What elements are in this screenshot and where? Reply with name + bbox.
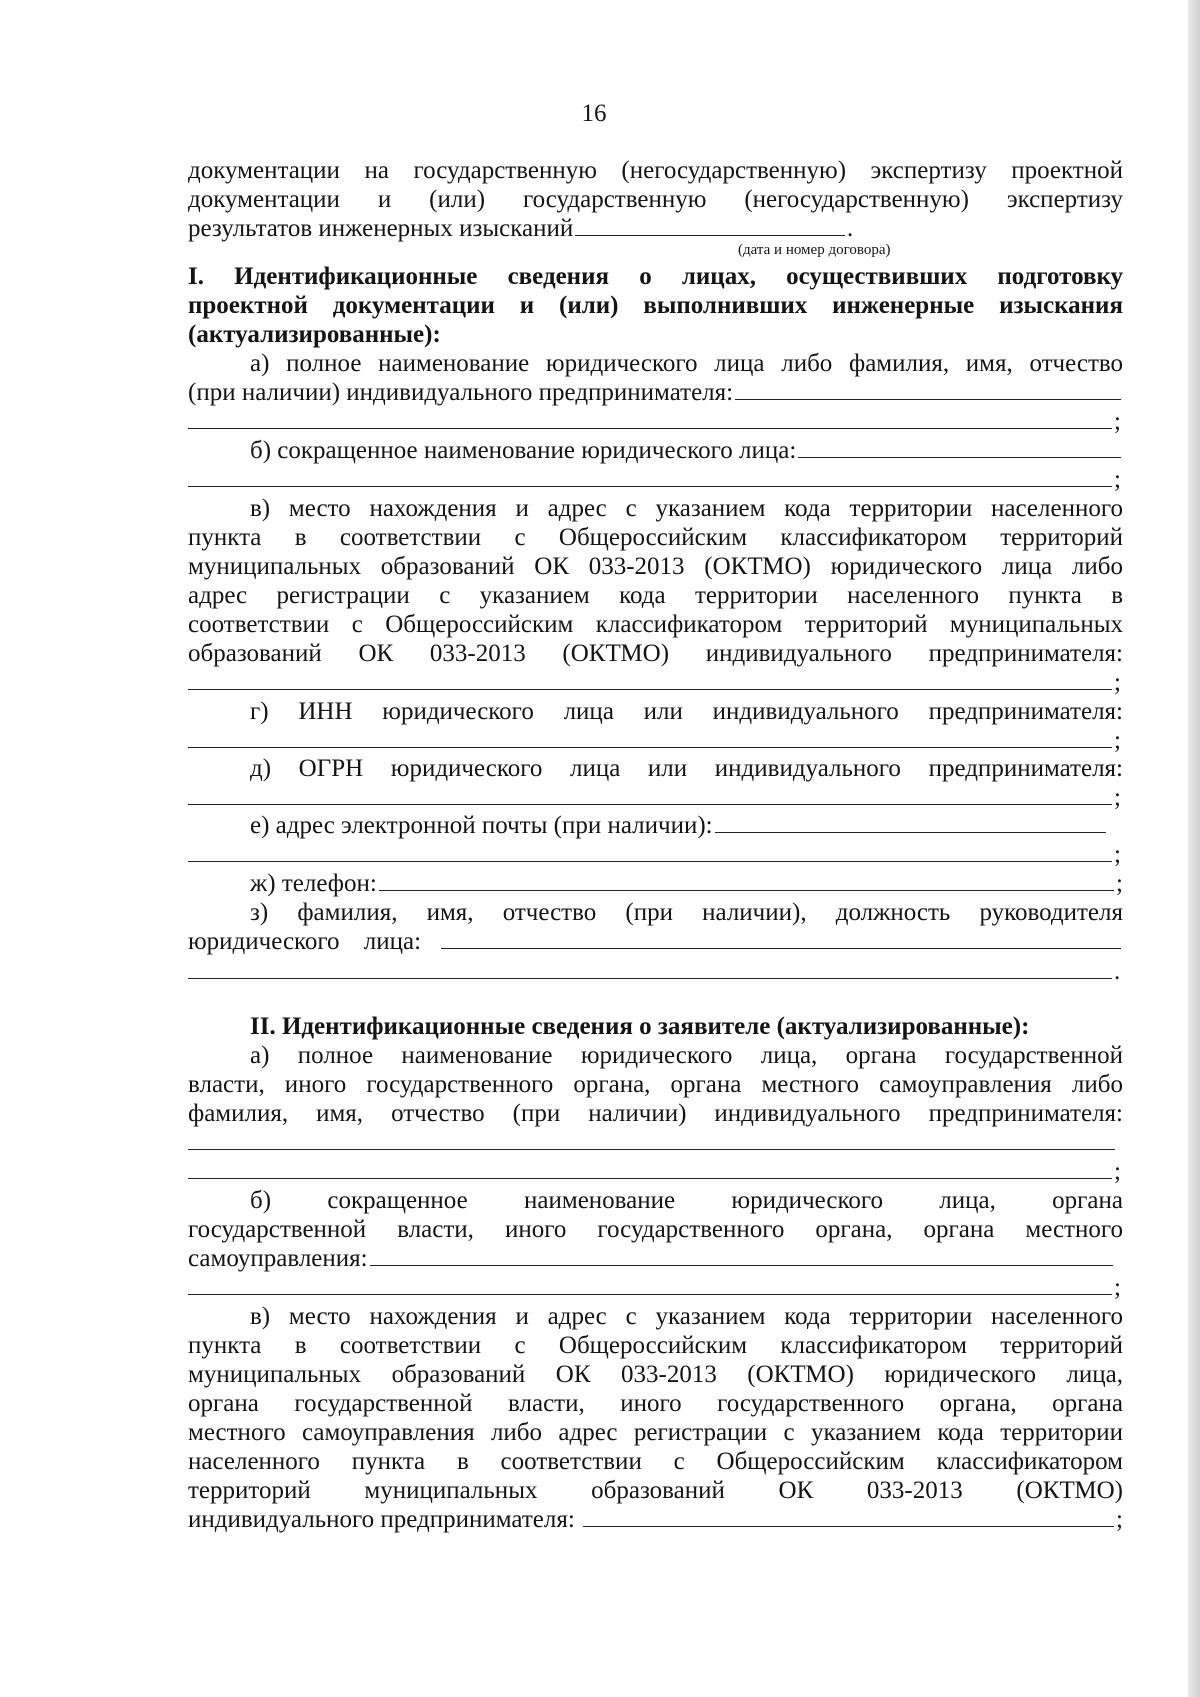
s1-b-text: б) сокращенное наименование юридического лица: [250,437,797,464]
s1-v-line-2: пункта в соответствии с Общероссийским классификатором территорий [188,524,1123,551]
s1-zh-phone-field[interactable] [379,870,1114,891]
s1-a-line-2 [188,378,1123,407]
s2-v-line-8-text: индивидуального предпринимателя: [188,1506,575,1533]
s2-b-line-1: б) сокращенное наименование юридического лица, органа [250,1187,1123,1214]
s1-b-field-1[interactable] [798,437,1121,458]
s1-z-line-2-text: юридического лица: [188,928,422,955]
s2-v-line-3: муниципальных образований ОК 033-2013 (ОКТМО) юридического лица, [188,1361,1123,1388]
s1-z-period: . [1114,958,1121,985]
s2-a-field-1[interactable] [188,1127,1115,1150]
s2-a-line-3: фамилия, имя, отчество (при наличии) индивидуального предпринимателя: [188,1100,1123,1127]
intro-period: . [847,215,854,242]
s2-v-line-8 [188,1505,1123,1534]
s1-v-line-6: образований ОК 033-2013 (ОКТМО) индивидуального предпринимателя: [188,640,1123,667]
s2-a-semicolon: ; [1114,1158,1121,1185]
page-number: 16 [581,100,607,127]
s1-g-line: г) ИНН юридического лица или индивидуального предпринимателя: [250,698,1123,725]
s2-v-line-7: территорий муниципальных образований ОК 033-2013 (ОКТМО) [188,1477,1123,1504]
s1-a-field-1[interactable] [735,379,1121,400]
s1-z-line-2 [188,927,1123,956]
s1-a-line-2-text: (при наличии) индивидуального предпринимателя: [188,379,734,406]
s1-e-field-2[interactable] [188,839,1112,862]
section1-heading-line-3: (актуализированные): [188,321,441,348]
s2-a-line-1: а) полное наименование юридического лица, органа государственной [250,1042,1123,1069]
s1-b-line [188,436,1123,465]
s2-v-line-1: в) место нахождения и адрес с указанием кода территории населенного [250,1303,1123,1330]
s2-b-line-3-text: самоуправления: [188,1245,368,1272]
s1-v-line-4: адрес регистрации с указанием кода территории населенного пункта в [188,582,1123,609]
s1-e-field-1[interactable] [715,812,1106,833]
s1-v-line-1: в) место нахождения и адрес с указанием кода территории населенного [250,495,1123,522]
s2-b-field-2[interactable] [188,1272,1112,1295]
s1-zh-text: ж) телефон: [250,870,377,897]
s2-b-field-1[interactable] [370,1245,1113,1266]
s1-e-semicolon: ; [1114,841,1121,868]
s1-a-field-2[interactable] [188,406,1112,429]
s2-b-line-3 [188,1244,1115,1273]
s1-d-field[interactable] [188,782,1112,805]
s1-d-semicolon: ; [1114,784,1121,811]
s1-v-field[interactable] [188,667,1112,690]
s2-v-line-4: органа государственной власти, иного государственного органа, органа [188,1390,1123,1417]
section1-heading-line-1: I. Идентификационные сведения о лицах, осуществивших подготовку [188,263,1123,290]
intro-line-3 [188,214,1123,243]
s1-g-semicolon: ; [1114,727,1121,754]
s2-b-semicolon: ; [1114,1274,1121,1301]
intro-line-3-text: результатов инженерных изысканий [188,215,574,242]
s1-g-field[interactable] [188,725,1112,748]
s1-z-field-2[interactable] [188,956,1112,979]
s1-v-line-5: соответствии с Общероссийским классификатором территорий муниципальных [188,611,1123,638]
s1-zh-line [188,869,1123,898]
s1-e-text: е) адрес электронной почты (при наличии): [250,812,713,839]
s1-z-field-1[interactable] [441,928,1121,949]
s1-a-line-1: а) полное наименование юридического лица либо фамилия, имя, отчество [250,350,1123,377]
s2-a-field-2[interactable] [188,1156,1112,1179]
section1-heading-line-2: проектной документации и (или) выполнивших инженерные изыскания [188,292,1123,319]
s2-b-line-2: государственной власти, иного государственного органа, органа местного [188,1216,1123,1243]
s2-v-line-2: пункта в соответствии с Общероссийским классификатором территорий [188,1332,1123,1359]
s2-v-field[interactable] [583,1506,1114,1527]
s2-v-line-6: населенного пункта в соответствии с Общероссийским классификатором [188,1448,1123,1475]
s2-v-semicolon: ; [1116,1506,1123,1533]
contract-field-caption: (дата и номер договора) [738,242,891,258]
intro-line-2: документации и (или) государственную (негосударственную) экспертизу [188,186,1123,213]
s1-z-line-1: з) фамилия, имя, отчество (при наличии), должность руководителя [250,899,1123,926]
s1-b-semicolon: ; [1114,466,1121,493]
s1-v-line-3: муниципальных образований ОК 033-2013 (ОКТМО) юридического лица либо [188,553,1123,580]
s1-v-semicolon: ; [1114,669,1121,696]
intro-line-1: документации на государственную (негосударственную) экспертизу проектной [188,157,1123,184]
s1-d-line: д) ОГРН юридического лица или индивидуального предпринимателя: [250,755,1123,782]
s2-v-line-5: местного самоуправления либо адрес регистрации с указанием кода территории [188,1419,1123,1446]
s1-zh-semicolon: ; [1116,870,1123,897]
scan-edge-shadow [1188,0,1200,1697]
s1-b-field-2[interactable] [188,464,1112,487]
s2-a-line-2: власти, иного государственного органа, органа местного самоуправления либо [188,1071,1123,1098]
s1-e-line [188,811,1108,840]
s1-a-semicolon: ; [1114,408,1121,435]
section2-heading: II. Идентификационные сведения о заявителе (актуализированные): [250,1013,1030,1040]
contract-date-number-field[interactable] [575,215,845,236]
